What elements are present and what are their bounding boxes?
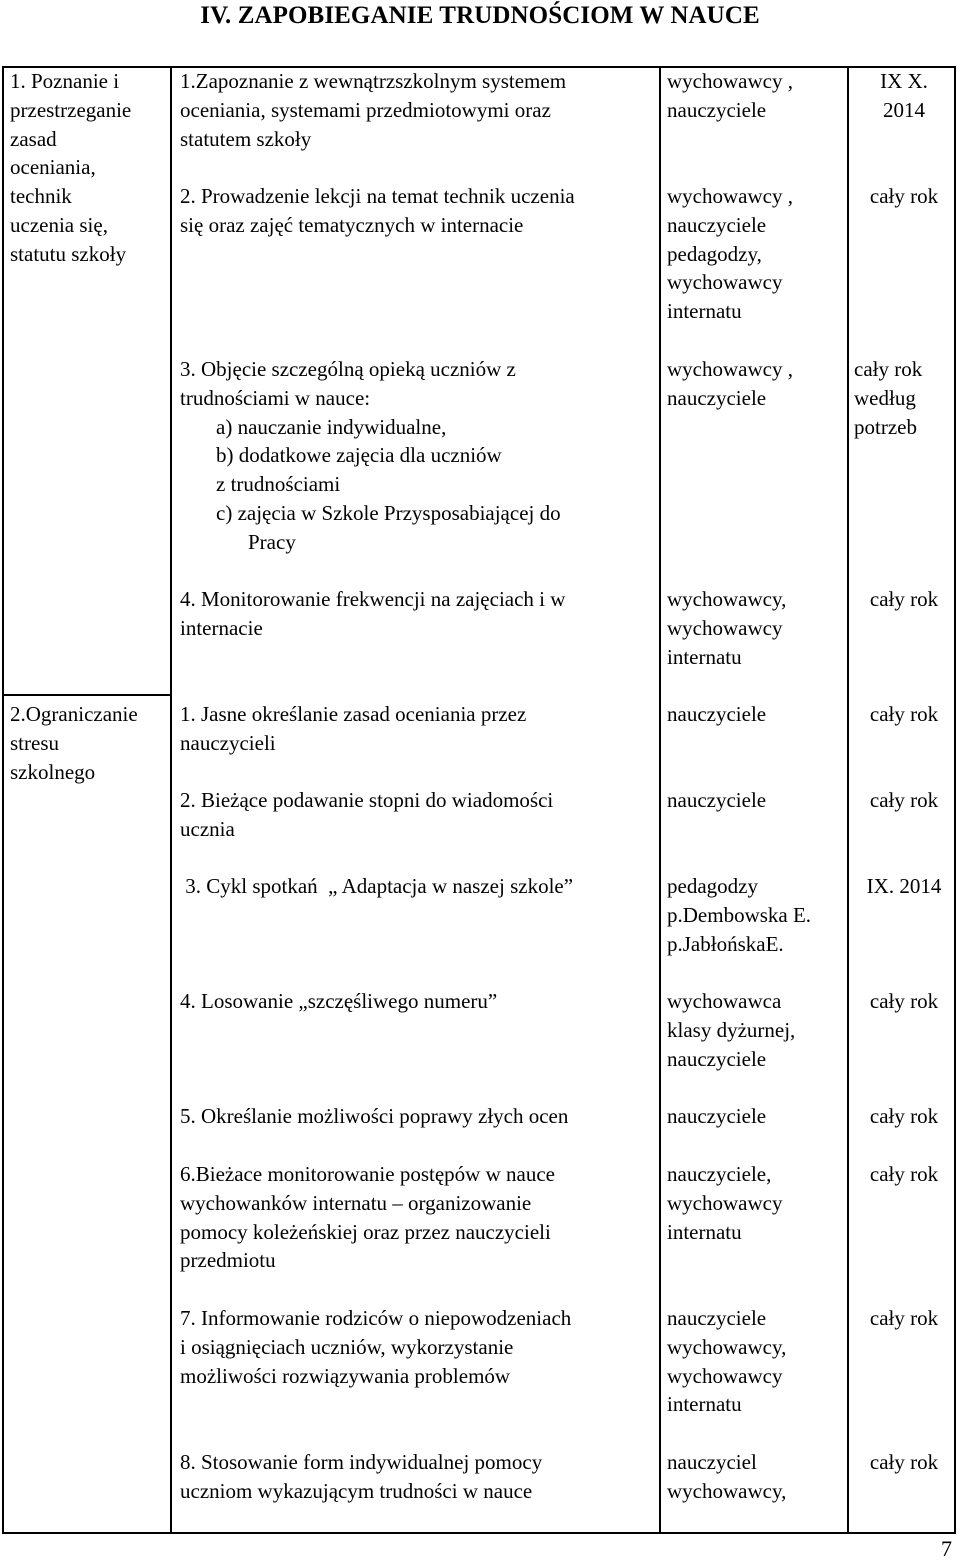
task-2-1: 1. Jasne określanie zasad oceniania przez nauczycieli <box>180 702 527 755</box>
responsible-2-2: nauczyciele <box>667 788 767 812</box>
deadline-2-7: cały rok <box>869 1306 939 1330</box>
area-label-1: 1. Poznanie i przestrzeganie zasad oceniania, technik uczenia się, statutu szkoły <box>10 69 132 266</box>
responsible-2-7: nauczyciele wychowawcy, wychowawcy internatu <box>667 1306 787 1417</box>
responsible-2-3: pedagodzy p.Dembowska E. p.JabłońskaE. <box>667 874 812 956</box>
column-divider-task <box>659 66 661 1534</box>
task-2-8: 8. Stosowanie form indywidualnej pomocy uczniom wykazującym trudności w nauce <box>180 1450 543 1503</box>
plan-table <box>2 66 956 1534</box>
responsible-2-4: wychowawca klasy dyżurnej, nauczyciele <box>667 989 796 1071</box>
responsible-1-2: wychowawcy , nauczyciele pedagodzy, wychowawcy internatu <box>667 184 793 324</box>
responsible-2-1: nauczyciele <box>667 702 767 726</box>
responsible-2-8: nauczyciel wychowawcy, <box>667 1450 787 1503</box>
deadline-1-1: IX X. 2014 <box>880 69 928 122</box>
responsible-1-3: wychowawcy , nauczyciele <box>667 357 793 410</box>
responsible-2-5: nauczyciele <box>667 1104 767 1128</box>
task-2-7: 7. Informowanie rodziców o niepowodzeniach i osiągnięciach uczniów, wykorzystanie możliwości rozwiązywania problemów <box>180 1306 572 1388</box>
column-divider-area <box>170 66 172 1534</box>
deadline-2-2: cały rok <box>869 788 939 812</box>
deadline-2-1: cały rok <box>869 702 939 726</box>
deadline-1-2: cały rok <box>869 184 939 208</box>
task-2-6: 6.Bieżace monitorowanie postępów w nauce wychowanków internatu – organizowanie pomocy koleżeńskiej oraz przez nauczycieli przedmiotu <box>180 1162 555 1273</box>
responsible-1-1: wychowawcy , nauczyciele <box>667 69 793 122</box>
page-title: IV. ZAPOBIEGANIE TRUDNOŚCIOM W NAUCE <box>200 2 760 29</box>
task-2-3: 3. Cykl spotkań „ Adaptacja w naszej szkole” <box>180 874 574 898</box>
task-1-3: 3. Objęcie szczególną opieką uczniów z trudnościami w nauce: a) nauczanie indywidualne, b) dodatkowe zajęcia dla uczniów z trudnościami c) zajęcia w Szkole Przysposabiającej do Pracy <box>180 357 561 554</box>
task-1-4: 4. Monitorowanie frekwencji na zajęciach i w internacie <box>180 587 566 640</box>
responsible-1-4: wychowawcy, wychowawcy internatu <box>667 587 787 669</box>
area-label-2: 2.Ograniczanie stresu szkolnego <box>10 702 138 784</box>
deadline-2-8: cały rok <box>869 1450 939 1474</box>
area-row-divider <box>2 694 170 696</box>
task-1-2: 2. Prowadzenie lekcji na temat technik uczenia się oraz zajęć tematycznych w internacie <box>180 184 575 237</box>
task-2-4: 4. Losowanie „szczęśliwego numeru” <box>180 989 498 1013</box>
task-1-1: 1.Zapoznanie z wewnątrzszkolnym systemem oceniania, systemami przedmiotowymi oraz statutem szkoły <box>180 69 567 151</box>
page-number: 7 <box>941 1536 952 1561</box>
deadline-1-3: cały rok według potrzeb <box>854 357 923 439</box>
column-divider-who <box>847 66 849 1534</box>
deadline-2-4: cały rok <box>869 989 939 1013</box>
task-2-5: 5. Określanie możliwości poprawy złych ocen <box>180 1104 569 1128</box>
responsible-2-6: nauczyciele, wychowawcy internatu <box>667 1162 783 1244</box>
deadline-2-6: cały rok <box>869 1162 939 1186</box>
deadline-2-3: IX. 2014 <box>866 874 942 898</box>
deadline-1-4: cały rok <box>869 587 939 611</box>
deadline-2-5: cały rok <box>869 1104 939 1128</box>
task-2-2: 2. Bieżące podawanie stopni do wiadomości ucznia <box>180 788 554 841</box>
